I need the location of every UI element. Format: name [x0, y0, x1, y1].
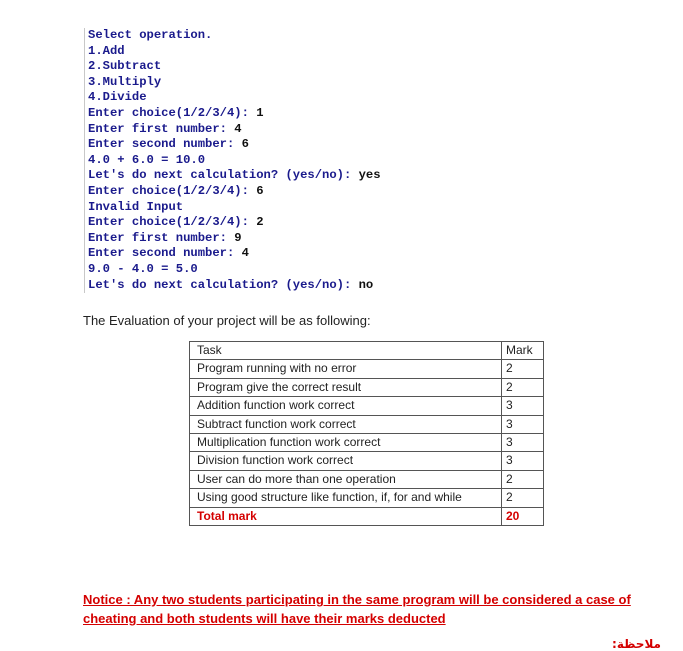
console-text: Enter choice(1/2/3/4):: [88, 105, 257, 120]
mark-cell: 3: [502, 415, 544, 433]
console-line: [84, 59, 644, 75]
task-cell: Multiplication function work correct: [190, 434, 502, 452]
console-line: [84, 44, 644, 60]
console-line: [84, 231, 644, 247]
console-text: Enter first number:: [88, 121, 235, 136]
evaluation-table: [189, 341, 544, 526]
console-line: [84, 168, 644, 184]
mark-header: Mark: [502, 342, 544, 360]
console-text: Select operation.: [88, 28, 213, 42]
mark-cell: 2: [502, 470, 544, 488]
table-row: [190, 470, 544, 488]
mark-cell: 3: [502, 397, 544, 415]
total-label: Total mark: [190, 507, 502, 525]
console-text: Let's do next calculation? (yes/no):: [88, 168, 359, 183]
console-line: [84, 122, 644, 138]
evaluation-rows: [190, 360, 544, 526]
evaluation-intro: The Evaluation of your project will be as following:: [83, 313, 371, 328]
table-row: [190, 360, 544, 378]
console-user-input: 6: [256, 183, 264, 198]
mark-cell: 3: [502, 434, 544, 452]
console-user-input: 6: [241, 137, 249, 152]
console-text: 4.Divide: [88, 90, 147, 105]
task-cell: Program running with no error: [190, 360, 502, 378]
console-line: [84, 90, 644, 106]
console-user-input: 4: [241, 246, 249, 261]
mark-cell: 2: [502, 489, 544, 507]
console-line: [84, 262, 644, 278]
task-header: Task: [190, 342, 502, 360]
table-row: [190, 489, 544, 507]
console-text: Invalid Input: [88, 199, 184, 214]
mark-cell: 3: [502, 452, 544, 470]
console-user-input: 1: [256, 105, 264, 120]
task-cell: Division function work correct: [190, 452, 502, 470]
console-text: 9.0 - 4.0 = 5.0: [88, 261, 198, 276]
table-row: [190, 434, 544, 452]
console-text: 1.Add: [88, 43, 125, 58]
task-cell: Subtract function work correct: [190, 415, 502, 433]
console-text: Enter second number:: [88, 246, 242, 261]
task-cell: Using good structure like function, if, for and while: [190, 489, 502, 507]
console-text: Let's do next calculation? (yes/no):: [88, 277, 359, 292]
table-row: [190, 452, 544, 470]
mark-cell: 2: [502, 360, 544, 378]
cheating-notice: Notice : Any two students participating in the same program will be considered a case of cheating and both students will have their marks deducted: [83, 592, 631, 626]
console-text: Enter second number:: [88, 137, 242, 152]
console-text: Enter choice(1/2/3/4):: [88, 183, 257, 198]
console-line: [84, 153, 644, 169]
console-line: [84, 106, 644, 122]
console-text: 2.Subtract: [88, 59, 162, 74]
console-line: [84, 28, 644, 44]
mark-cell: 2: [502, 378, 544, 396]
table-row: [190, 415, 544, 433]
console-user-input: 2: [256, 215, 264, 230]
console-line: [84, 184, 644, 200]
table-row: [190, 378, 544, 396]
console-user-input: yes: [358, 168, 381, 183]
arabic-note: ملاحظة:: [612, 637, 661, 651]
console-line: [84, 246, 644, 262]
task-cell: Program give the correct result: [190, 378, 502, 396]
console-text: Enter first number:: [88, 230, 235, 245]
console-text: Enter choice(1/2/3/4):: [88, 215, 257, 230]
console-user-input: 9: [234, 230, 242, 245]
console-line: [84, 215, 644, 231]
console-output: [84, 28, 644, 293]
console-line: [84, 137, 644, 153]
console-user-input: no: [358, 277, 374, 292]
console-text: 3.Multiply: [88, 74, 162, 89]
task-cell: User can do more than one operation: [190, 470, 502, 488]
console-line: [84, 200, 644, 216]
table-header-row: [190, 342, 544, 360]
console-text: 4.0 + 6.0 = 10.0: [88, 152, 206, 167]
total-value: 20: [502, 507, 544, 525]
task-cell: Addition function work correct: [190, 397, 502, 415]
console-line: [84, 75, 644, 91]
console-line: [84, 278, 644, 294]
table-row: [190, 397, 544, 415]
console-user-input: 4: [234, 121, 242, 136]
total-row: [190, 507, 544, 525]
